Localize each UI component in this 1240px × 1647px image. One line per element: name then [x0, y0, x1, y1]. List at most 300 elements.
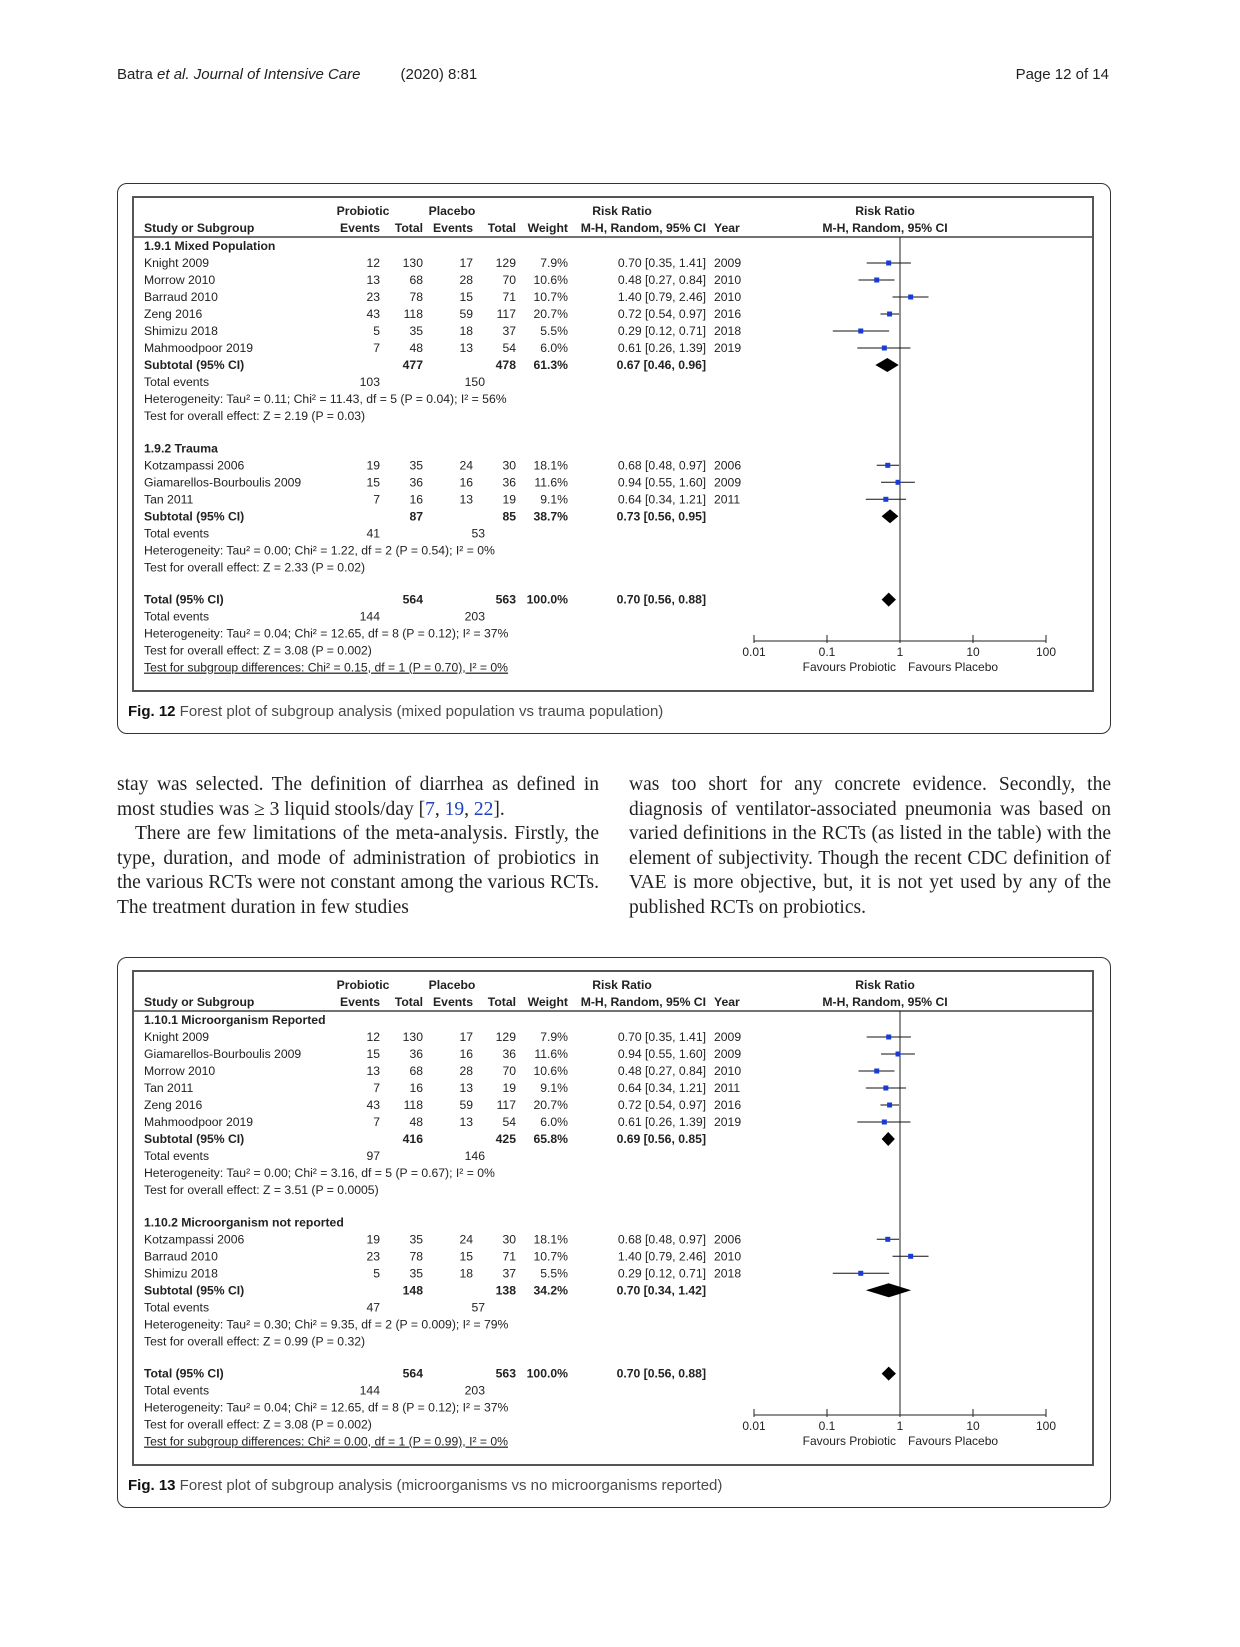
events-probiotic: 43 — [366, 307, 380, 321]
total-placebo: 54 — [502, 341, 516, 355]
weight-value: 20.7% — [533, 307, 568, 321]
statistics-note: Heterogeneity: Tau² = 0.00; Chi² = 1.22, df = 2 (P = 0.54); I² = 0% — [144, 543, 495, 558]
weight-value: 9.1% — [540, 492, 568, 507]
total-probiotic: 36 — [409, 1047, 423, 1061]
statistics-note: Heterogeneity: Tau² = 0.30; Chi² = 9.35, df = 2 (P = 0.009); I² = 79% — [144, 1317, 509, 1332]
effect-marker — [886, 1035, 891, 1040]
effect-marker — [885, 1237, 890, 1242]
summary-label: Subtotal (95% CI) — [144, 1283, 245, 1298]
effect-marker — [883, 497, 888, 502]
total-placebo: 117 — [496, 307, 516, 321]
caption-label: Fig. 12 — [128, 703, 176, 720]
weight-value: 6.0% — [540, 341, 568, 355]
weight-value: 18.1% — [533, 458, 568, 473]
column-header: Probiotic — [336, 978, 390, 992]
forest-plot-fig12 — [134, 198, 1094, 692]
risk-ratio-ci: 0.72 [0.54, 0.97] — [617, 1098, 706, 1112]
study-year: 2016 — [714, 1098, 742, 1112]
study-name: Knight 2009 — [144, 1030, 210, 1044]
total-events-probiotic: 103 — [359, 375, 380, 389]
total-probiotic: 130 — [402, 256, 423, 270]
events-placebo: 13 — [459, 1081, 473, 1095]
total-placebo: 70 — [502, 273, 516, 287]
total-placebo: 30 — [502, 458, 516, 473]
events-placebo: 24 — [459, 458, 473, 473]
tick-label: 100 — [1035, 645, 1057, 659]
study-name: Morrow 2010 — [144, 1064, 216, 1078]
tick-label: 1 — [896, 1419, 904, 1433]
events-probiotic: 15 — [366, 475, 380, 490]
weight-value: 10.7% — [533, 290, 568, 304]
events-placebo: 13 — [459, 1115, 473, 1129]
total-events-label: Total events — [144, 1149, 210, 1163]
citation-link[interactable]: 7 — [425, 798, 435, 820]
risk-ratio-ci: 0.64 [0.34, 1.21] — [617, 492, 706, 507]
weight-value: 10.6% — [533, 273, 568, 287]
total-placebo: 36 — [502, 1047, 516, 1061]
statistics-note: Test for overall effect: Z = 3.51 (P = 0.0005) — [144, 1183, 379, 1197]
total-probiotic: 564 — [402, 592, 423, 607]
column-header: Placebo — [428, 204, 476, 218]
risk-ratio-ci: 0.70 [0.35, 1.41] — [617, 1030, 706, 1044]
total-probiotic: 477 — [402, 358, 423, 372]
effect-marker — [882, 346, 887, 351]
total-events-placebo: 146 — [464, 1149, 485, 1163]
events-placebo: 16 — [459, 475, 473, 490]
total-placebo: 478 — [495, 358, 516, 372]
body-column-right — [629, 773, 1111, 921]
weight-value: 20.7% — [533, 1098, 568, 1112]
citation-link[interactable]: 19 — [444, 798, 465, 820]
events-placebo: 17 — [459, 256, 473, 270]
events-probiotic: 19 — [366, 1232, 380, 1247]
column-header: M-H, Random, 95% CI — [580, 221, 706, 235]
tick-label: 10 — [966, 1419, 980, 1433]
events-probiotic: 43 — [366, 1098, 380, 1112]
column-header: Risk Ratio — [592, 978, 652, 992]
events-placebo: 18 — [459, 324, 473, 338]
figure-caption — [128, 703, 663, 720]
column-header: Year — [714, 221, 740, 235]
weight-value: 9.1% — [540, 1081, 568, 1095]
favours-left-label: Favours Probiotic — [802, 1434, 896, 1448]
column-header: Placebo — [428, 978, 476, 992]
risk-ratio-ci: 0.61 [0.26, 1.39] — [617, 341, 706, 355]
study-year: 2010 — [714, 1249, 742, 1264]
study-name: Knight 2009 — [144, 256, 210, 270]
events-placebo: 16 — [459, 1047, 473, 1061]
tick-label: 100 — [1035, 1419, 1057, 1433]
column-header: Study or Subgroup — [144, 221, 255, 235]
summary-label: Subtotal (95% CI) — [144, 1132, 245, 1146]
weight-value: 65.8% — [533, 1132, 568, 1146]
caption-text: Forest plot of subgroup analysis (mixed population vs trauma population) — [175, 703, 664, 720]
risk-ratio-ci: 0.29 [0.12, 0.71] — [617, 324, 706, 338]
study-name: Tan 2011 — [144, 1081, 194, 1095]
total-events-label: Total events — [144, 1383, 210, 1398]
summary-diamond — [882, 1367, 896, 1381]
column-header: Probiotic — [336, 204, 390, 218]
subgroup-label: 1.9.2 Trauma — [144, 441, 218, 456]
total-probiotic: 68 — [409, 273, 423, 287]
events-placebo: 13 — [459, 341, 473, 355]
summary-label: Subtotal (95% CI) — [144, 358, 245, 372]
total-placebo: 71 — [502, 290, 516, 304]
study-name: Kotzampassi 2006 — [144, 1232, 245, 1247]
effect-marker — [883, 1086, 888, 1091]
study-name: Giamarellos-Bourboulis 2009 — [144, 1047, 302, 1061]
events-placebo: 17 — [459, 1030, 473, 1044]
study-name: Morrow 2010 — [144, 273, 216, 287]
total-placebo: 85 — [502, 509, 516, 524]
total-events-placebo: 150 — [464, 375, 485, 389]
total-placebo: 37 — [502, 1266, 516, 1281]
total-probiotic: 35 — [409, 324, 423, 338]
column-header: Total — [487, 221, 516, 235]
risk-ratio-ci: 0.61 [0.26, 1.39] — [617, 1115, 706, 1129]
total-events-placebo: 57 — [471, 1300, 485, 1315]
events-probiotic: 19 — [366, 458, 380, 473]
citation-link[interactable]: 22 — [473, 798, 494, 820]
summary-diamond — [882, 593, 896, 607]
paragraph: stay was selected. The definition of diarrhea as defined in most studies was ≥ 3 liquid stools/day [7, 19, 22]. — [117, 774, 599, 820]
events-probiotic: 5 — [373, 324, 380, 338]
total-probiotic: 36 — [409, 475, 423, 490]
risk-ratio-ci: 0.72 [0.54, 0.97] — [617, 307, 706, 321]
study-name: Zeng 2016 — [144, 1098, 203, 1112]
weight-value: 6.0% — [540, 1115, 568, 1129]
total-placebo: 117 — [496, 1098, 516, 1112]
page-number: Page 12 of 14 — [1015, 66, 1109, 83]
total-events-probiotic: 144 — [359, 1383, 380, 1398]
events-probiotic: 12 — [366, 256, 380, 270]
weight-value: 61.3% — [533, 358, 568, 372]
column-header: Total — [394, 995, 423, 1009]
weight-value: 18.1% — [533, 1232, 568, 1247]
total-probiotic: 87 — [409, 509, 423, 524]
weight-value: 100.0% — [526, 592, 568, 607]
study-name: Kotzampassi 2006 — [144, 458, 245, 473]
risk-ratio-ci: 0.29 [0.12, 0.71] — [617, 1266, 706, 1281]
study-name: Mahmoodpoor 2019 — [144, 1115, 254, 1129]
total-placebo: 129 — [495, 256, 516, 270]
effect-marker — [908, 295, 913, 300]
study-year: 2010 — [714, 273, 742, 287]
favours-right-label: Favours Placebo — [908, 1434, 999, 1448]
total-events-placebo: 203 — [464, 609, 485, 624]
figure-13 — [117, 957, 1111, 1508]
risk-ratio-ci: 0.69 [0.56, 0.85] — [616, 1132, 706, 1146]
summary-diamond — [875, 358, 898, 372]
risk-ratio-ci: 0.73 [0.56, 0.95] — [616, 509, 706, 524]
study-year: 2006 — [714, 458, 742, 473]
total-placebo: 563 — [495, 1366, 516, 1381]
events-probiotic: 23 — [366, 1249, 380, 1264]
statistics-note: Test for overall effect: Z = 2.19 (P = 0.03) — [144, 409, 366, 423]
column-header: M-H, Random, 95% CI — [580, 995, 706, 1009]
risk-ratio-ci: 0.67 [0.46, 0.96] — [616, 358, 706, 372]
effect-marker — [887, 1103, 892, 1108]
favours-left-label: Favours Probiotic — [802, 660, 896, 674]
column-header: M-H, Random, 95% CI — [822, 995, 948, 1009]
events-placebo: 15 — [459, 290, 473, 304]
statistics-note: Test for overall effect: Z = 3.08 (P = 0.002) — [144, 643, 372, 658]
column-header: M-H, Random, 95% CI — [822, 221, 948, 235]
total-probiotic: 35 — [409, 1266, 423, 1281]
figure-caption — [128, 1477, 722, 1494]
column-header: Weight — [527, 995, 568, 1009]
column-header: Weight — [527, 221, 568, 235]
total-placebo: 19 — [502, 1081, 516, 1095]
study-name: Tan 2011 — [144, 492, 194, 507]
effect-marker — [874, 1069, 879, 1074]
events-probiotic: 13 — [366, 1064, 380, 1078]
weight-value: 11.6% — [534, 1047, 568, 1061]
study-name: Mahmoodpoor 2019 — [144, 341, 254, 355]
summary-label: Total (95% CI) — [144, 592, 224, 607]
caption-label: Fig. 13 — [128, 1477, 176, 1494]
study-name: Barraud 2010 — [144, 290, 218, 304]
study-year: 2011 — [714, 492, 741, 507]
weight-value: 38.7% — [533, 509, 568, 524]
risk-ratio-ci: 0.94 [0.55, 1.60] — [617, 475, 706, 490]
risk-ratio-ci: 0.70 [0.34, 1.42] — [616, 1283, 706, 1298]
total-probiotic: 48 — [409, 341, 423, 355]
column-header: Risk Ratio — [855, 978, 915, 992]
column-header: Events — [433, 995, 473, 1009]
effect-marker — [882, 1120, 887, 1125]
total-probiotic: 16 — [409, 1081, 423, 1095]
study-year: 2019 — [714, 1115, 742, 1129]
events-placebo: 13 — [459, 492, 473, 507]
effect-marker — [858, 329, 863, 334]
statistics-note: Test for subgroup differences: Chi² = 0.00, df = 1 (P = 0.99), I² = 0% — [144, 1434, 509, 1449]
tick-label: 0.01 — [742, 1419, 766, 1433]
statistics-note: Test for overall effect: Z = 0.99 (P = 0.32) — [144, 1334, 366, 1349]
total-probiotic: 35 — [409, 458, 423, 473]
risk-ratio-ci: 0.94 [0.55, 1.60] — [617, 1047, 706, 1061]
tick-label: 1 — [896, 645, 904, 659]
study-year: 2009 — [714, 1030, 742, 1044]
total-placebo: 138 — [495, 1283, 516, 1298]
statistics-note: Heterogeneity: Tau² = 0.11; Chi² = 11.43, df = 5 (P = 0.04); I² = 56% — [144, 392, 507, 406]
risk-ratio-ci: 0.48 [0.27, 0.84] — [617, 1064, 706, 1078]
total-probiotic: 148 — [402, 1283, 423, 1298]
paragraph-text: ]. — [493, 798, 505, 820]
et-al: et al. — [157, 66, 190, 83]
study-name: Shimizu 2018 — [144, 324, 218, 338]
effect-marker — [886, 261, 891, 266]
study-name: Barraud 2010 — [144, 1249, 218, 1264]
tick-label: 0.01 — [742, 645, 766, 659]
study-year: 2009 — [714, 256, 742, 270]
total-probiotic: 118 — [403, 307, 423, 321]
total-probiotic: 16 — [409, 492, 423, 507]
weight-value: 10.7% — [533, 1249, 568, 1264]
study-year: 2010 — [714, 290, 742, 304]
subgroup-label: 1.10.2 Microorganism not reported — [144, 1215, 344, 1230]
total-probiotic: 68 — [409, 1064, 423, 1078]
events-probiotic: 12 — [366, 1030, 380, 1044]
summary-diamond — [882, 1132, 895, 1146]
events-probiotic: 7 — [373, 1081, 380, 1095]
study-name: Shimizu 2018 — [144, 1266, 218, 1281]
column-header: Risk Ratio — [592, 204, 652, 218]
study-year: 2018 — [714, 1266, 742, 1281]
effect-marker — [887, 312, 892, 317]
events-placebo: 24 — [459, 1232, 473, 1247]
total-events-probiotic: 144 — [359, 609, 380, 624]
risk-ratio-ci: 1.40 [0.79, 2.46] — [617, 290, 706, 304]
study-year: 2009 — [714, 1047, 742, 1061]
total-probiotic: 78 — [409, 1249, 423, 1264]
total-probiotic: 130 — [402, 1030, 423, 1044]
column-header: Risk Ratio — [855, 204, 915, 218]
events-probiotic: 13 — [366, 273, 380, 287]
total-events-label: Total events — [144, 1300, 210, 1315]
paragraph: There are few limitations of the meta-analysis. Firstly, the type, duration, and mode of administration of probiotics in the various RCTs were not constant among the various RCTs. The treatment duration in few studies — [117, 823, 599, 918]
events-probiotic: 23 — [366, 290, 380, 304]
total-events-probiotic: 97 — [366, 1149, 380, 1163]
statistics-note: Heterogeneity: Tau² = 0.04; Chi² = 12.65, df = 8 (P = 0.12); I² = 37% — [144, 626, 509, 641]
authors: Batra — [117, 66, 158, 83]
total-probiotic: 564 — [402, 1366, 423, 1381]
effect-marker — [874, 278, 879, 283]
effect-marker — [908, 1254, 913, 1259]
forest-plot-frame — [132, 196, 1094, 692]
weight-value: 10.6% — [533, 1064, 568, 1078]
statistics-note: Heterogeneity: Tau² = 0.00; Chi² = 3.16, df = 5 (P = 0.67); I² = 0% — [144, 1166, 495, 1180]
events-probiotic: 7 — [373, 1115, 380, 1129]
study-year: 2006 — [714, 1232, 742, 1247]
weight-value: 34.2% — [533, 1283, 568, 1298]
weight-value: 5.5% — [540, 1266, 568, 1281]
column-header: Total — [394, 221, 423, 235]
study-year: 2011 — [714, 1081, 741, 1095]
events-placebo: 18 — [459, 1266, 473, 1281]
risk-ratio-ci: 0.68 [0.48, 0.97] — [617, 1232, 706, 1247]
favours-right-label: Favours Placebo — [908, 660, 999, 674]
column-header: Year — [714, 995, 740, 1009]
study-name: Giamarellos-Bourboulis 2009 — [144, 475, 302, 490]
forest-plot-frame — [132, 970, 1094, 1466]
total-placebo: 129 — [495, 1030, 516, 1044]
risk-ratio-ci: 0.48 [0.27, 0.84] — [617, 273, 706, 287]
summary-diamond — [882, 509, 899, 523]
study-year: 2016 — [714, 307, 742, 321]
events-probiotic: 15 — [366, 1047, 380, 1061]
risk-ratio-ci: 0.68 [0.48, 0.97] — [617, 458, 706, 473]
total-probiotic: 416 — [402, 1132, 423, 1146]
total-placebo: 36 — [502, 475, 516, 490]
journal-name: Journal of Intensive Care — [189, 66, 361, 83]
body-column-left — [117, 773, 599, 921]
events-probiotic: 5 — [373, 1266, 380, 1281]
events-placebo: 59 — [459, 307, 473, 321]
effect-marker — [885, 463, 890, 468]
tick-label: 0.1 — [818, 645, 836, 659]
summary-label: Subtotal (95% CI) — [144, 509, 245, 524]
total-events-probiotic: 41 — [366, 526, 380, 541]
subgroup-label: 1.10.1 Microorganism Reported — [144, 1013, 326, 1027]
caption-text: Forest plot of subgroup analysis (microorganisms vs no microorganisms reported) — [175, 1477, 723, 1494]
column-header: Events — [340, 221, 380, 235]
statistics-note: Test for subgroup differences: Chi² = 0.15, df = 1 (P = 0.70), I² = 0% — [144, 660, 509, 675]
statistics-note: Heterogeneity: Tau² = 0.04; Chi² = 12.65, df = 8 (P = 0.12); I² = 37% — [144, 1400, 509, 1415]
effect-marker — [858, 1271, 863, 1276]
total-events-placebo: 53 — [471, 526, 485, 541]
study-year: 2010 — [714, 1064, 742, 1078]
year-volume: (2020) 8:81 — [400, 66, 478, 83]
weight-value: 5.5% — [540, 324, 568, 338]
total-placebo: 425 — [495, 1132, 516, 1146]
total-events-placebo: 203 — [464, 1383, 485, 1398]
tick-label: 10 — [966, 645, 980, 659]
study-year: 2018 — [714, 324, 742, 338]
total-probiotic: 48 — [409, 1115, 423, 1129]
total-placebo: 54 — [502, 1115, 516, 1129]
total-events-probiotic: 47 — [366, 1300, 380, 1315]
weight-value: 11.6% — [534, 475, 568, 490]
total-placebo: 30 — [502, 1232, 516, 1247]
column-header: Events — [340, 995, 380, 1009]
total-placebo: 563 — [495, 592, 516, 607]
effect-marker — [896, 480, 901, 485]
subgroup-label: 1.9.1 Mixed Population — [144, 239, 276, 253]
figure-12 — [117, 183, 1111, 734]
risk-ratio-ci: 0.70 [0.56, 0.88] — [616, 592, 706, 607]
study-year: 2009 — [714, 475, 742, 490]
statistics-note: Test for overall effect: Z = 3.08 (P = 0.002) — [144, 1417, 372, 1432]
events-placebo: 28 — [459, 273, 473, 287]
events-placebo: 59 — [459, 1098, 473, 1112]
risk-ratio-ci: 0.70 [0.56, 0.88] — [616, 1366, 706, 1381]
total-probiotic: 78 — [409, 290, 423, 304]
total-placebo: 71 — [502, 1249, 516, 1264]
forest-plot-fig13 — [134, 972, 1094, 1466]
total-events-label: Total events — [144, 609, 210, 624]
weight-value: 7.9% — [540, 1030, 568, 1044]
risk-ratio-ci: 1.40 [0.79, 2.46] — [617, 1249, 706, 1264]
summary-diamond — [866, 1283, 911, 1297]
effect-marker — [896, 1052, 901, 1057]
column-header: Events — [433, 221, 473, 235]
weight-value: 7.9% — [540, 256, 568, 270]
summary-label: Total (95% CI) — [144, 1366, 224, 1381]
tick-label: 0.1 — [818, 1419, 836, 1433]
study-year: 2019 — [714, 341, 742, 355]
total-probiotic: 35 — [409, 1232, 423, 1247]
total-events-label: Total events — [144, 526, 210, 541]
risk-ratio-ci: 0.70 [0.35, 1.41] — [617, 256, 706, 270]
total-placebo: 19 — [502, 492, 516, 507]
total-events-label: Total events — [144, 375, 210, 389]
events-placebo: 15 — [459, 1249, 473, 1264]
statistics-note: Test for overall effect: Z = 2.33 (P = 0.02) — [144, 560, 366, 575]
paragraph: was too short for any concrete evidence. Secondly, the diagnosis of ventilator-associated pneumonia was based on varied definitions in the RCTs (as listed in the table) with the element of subjectivity. Though the recent CDC definition of VAE is more objective, but, it is not yet used by any of the published RCTs on probiotics. — [629, 774, 1111, 918]
risk-ratio-ci: 0.64 [0.34, 1.21] — [617, 1081, 706, 1095]
column-header: Study or Subgroup — [144, 995, 255, 1009]
study-name: Zeng 2016 — [144, 307, 203, 321]
total-placebo: 70 — [502, 1064, 516, 1078]
total-probiotic: 118 — [403, 1098, 423, 1112]
journal-citation — [117, 66, 477, 83]
column-header: Total — [487, 995, 516, 1009]
paragraph-text: stay was selected. The definition of diarrhea as defined in most studies was ≥ 3 liquid stools/day [ — [117, 774, 599, 820]
events-probiotic: 7 — [373, 341, 380, 355]
events-probiotic: 7 — [373, 492, 380, 507]
events-placebo: 28 — [459, 1064, 473, 1078]
